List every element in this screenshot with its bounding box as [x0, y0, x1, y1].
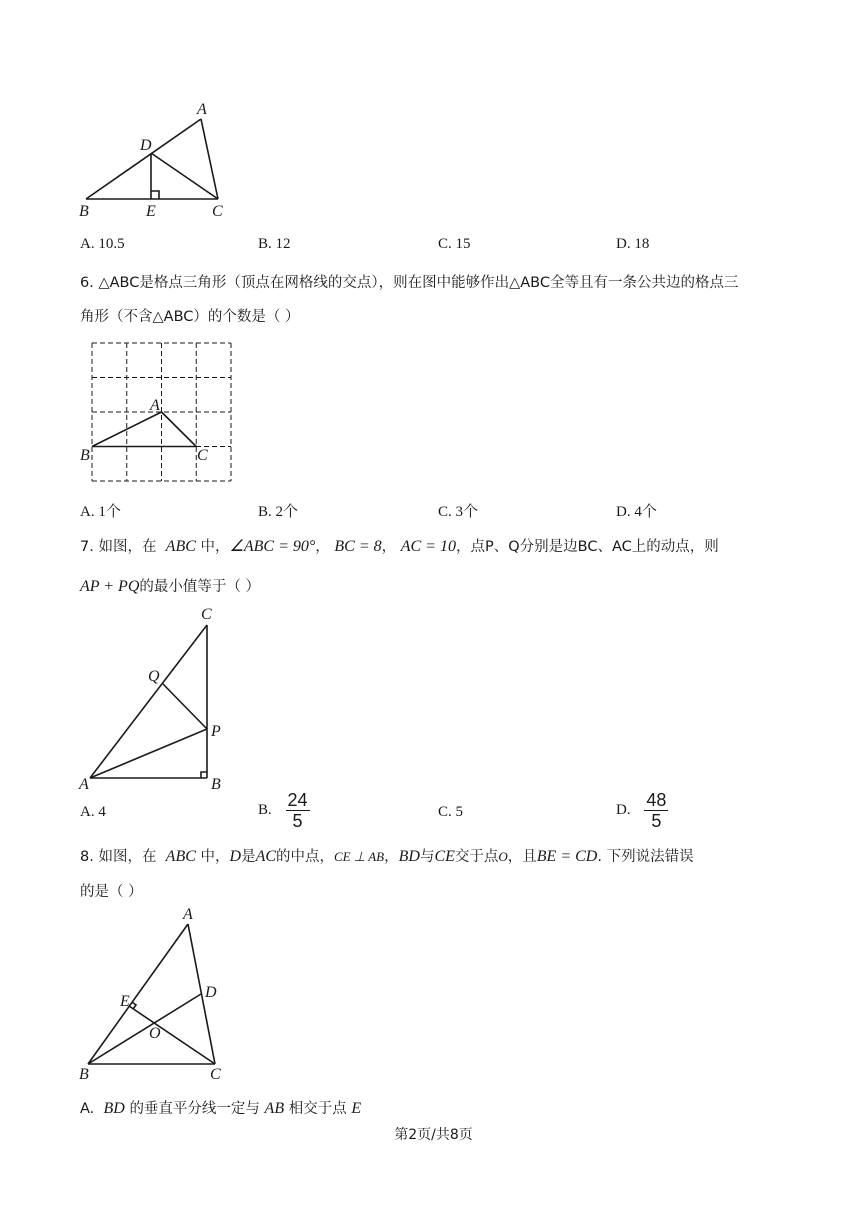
page-footer: 第2页/共8页 [394, 1127, 473, 1143]
q8-segment-ac: AC [255, 848, 277, 865]
q7-angle-abc: ∠ABC = 90° [229, 538, 316, 555]
q7-option-d[interactable] [616, 790, 668, 831]
q7-zhong: 中， [200, 539, 230, 555]
q5-option-c[interactable]: C. 15 [438, 236, 471, 252]
q8-point-o: O [498, 849, 508, 864]
q7-expression: AP + PQ [80, 578, 140, 595]
q7-option-b-denominator: 5 [292, 811, 303, 831]
q8-text-yu: 与 [419, 849, 435, 865]
q7-option-b-prefix: B. [258, 802, 272, 818]
q5-option-a[interactable]: A. 10.5 [80, 236, 125, 252]
q8-option-a-text: 的垂直平分线一定与 [129, 1101, 260, 1117]
q5-label-d: D [140, 137, 152, 154]
q7-option-d-prefix: D. [616, 802, 631, 818]
q8-segment-ce [129, 1006, 215, 1064]
q8-option-a-prefix: A. [80, 1101, 95, 1117]
q8-text-statement: . 下列说法错误 [597, 849, 694, 865]
q6-label-a: A [150, 397, 160, 414]
q8-label-o: O [149, 1025, 161, 1042]
q8-text-comma: ， [384, 849, 399, 865]
q8-segment-bd [88, 994, 201, 1064]
q8-segment-ce: CE [434, 848, 455, 865]
q7-option-a[interactable]: A. 4 [80, 804, 106, 820]
q5-figure [70, 98, 250, 223]
q8-option-a-text2: 相交于点 [288, 1101, 347, 1117]
q7-side-ac [90, 625, 207, 778]
q5-label-c: C [212, 203, 223, 220]
q7-option-d-numerator: 48 [646, 790, 667, 810]
q8-perpendicular: CE ⊥ AB [334, 849, 385, 864]
q8-equation: BE = CD [536, 848, 598, 865]
q7-text-line2 [80, 575, 260, 596]
q5-side-ac [201, 119, 218, 199]
q7-segment-ap [90, 729, 207, 778]
q6-label-c: C [197, 447, 208, 464]
q5-side-ba [86, 119, 201, 199]
q7-rest: ，点P、Q分别是边BC、AC上的动点，则 [455, 539, 719, 555]
q8-number: 8. 如图，在 [80, 849, 157, 865]
q5-right-angle-mark [151, 191, 159, 199]
q7-option-b[interactable] [258, 790, 310, 831]
q8-option-a-bd: BD [103, 1100, 125, 1117]
q7-text-line1: 7. 如图，在 ABC 中，∠ABC = 90°， BC = 8， AC = 10，点P、Q分别是边BC、AC上的动点，则 [80, 538, 719, 555]
q7-option-d-fraction [644, 790, 668, 831]
q8-label-a: A [183, 906, 193, 923]
q6-text-line2: 角形（不含△ABC）的个数是（ ） [80, 309, 300, 325]
q6-option-b[interactable]: B. 2个 [258, 504, 299, 520]
q5-label-a: A [197, 101, 207, 118]
q7-number: 7. 如图，在 [80, 539, 157, 555]
q7-label-c: C [201, 606, 212, 623]
q8-label-b: B [79, 1066, 89, 1083]
q8-text-shi: 是 [241, 849, 256, 865]
q7-label-b: B [211, 776, 221, 793]
q7-segment-pq [163, 684, 207, 729]
q7-bc-length: BC = 8 [334, 538, 382, 555]
q8-figure [70, 902, 240, 1090]
q8-option-a-ab: AB [264, 1100, 285, 1117]
q6-label-b: B [80, 447, 90, 464]
q8-text-intersect: 交于点 [454, 849, 499, 865]
q7-right-angle-mark [201, 772, 207, 778]
q8-text-line1 [80, 845, 694, 866]
q6-triangle-abc [92, 412, 196, 447]
q7-label-q: Q [148, 668, 160, 685]
q8-option-a[interactable] [80, 1097, 361, 1118]
q5-label-b: B [79, 203, 89, 220]
q8-label-e: E [120, 993, 130, 1010]
q7-figure [70, 600, 240, 800]
q6-option-c[interactable]: C. 3个 [438, 504, 479, 520]
q8-text-and: ，且 [507, 849, 537, 865]
q7-ac-length: AC = 10 [400, 538, 456, 555]
q8-text-midpoint: 的中点， [276, 849, 335, 865]
q8-text-line2: 的是（ ） [80, 884, 143, 900]
q5-option-d[interactable]: D. 18 [616, 236, 650, 252]
q8-text-zhong: 中， [200, 849, 230, 865]
q7-triangle-abc: ABC [165, 538, 196, 555]
q8-option-a-e: E [351, 1100, 362, 1117]
q5-option-b[interactable]: B. 12 [258, 236, 291, 252]
q8-label-d: D [205, 984, 217, 1001]
q7-option-b-fraction [286, 790, 310, 831]
q7-option-b-numerator: 24 [287, 790, 308, 810]
q7-rest2: 的最小值等于（ ） [139, 579, 260, 595]
q5-segment-dc [151, 153, 218, 199]
q7-option-c[interactable]: C. 5 [438, 804, 464, 820]
q8-label-c: C [210, 1066, 221, 1083]
q7-label-a: A [79, 776, 89, 793]
q6-text-line1: 6. △ABC是格点三角形（顶点在网格线的交点），则在图中能够作出△ABC全等且有一条公共边的格点三 [80, 275, 739, 291]
q8-triangle-abc: ABC [165, 848, 196, 865]
q8-side-ab [88, 924, 188, 1064]
q7-option-d-denominator: 5 [651, 811, 662, 831]
q6-option-d[interactable]: D. 4个 [616, 504, 657, 520]
q8-point-d: D [229, 848, 242, 865]
q6-option-a[interactable]: A. 1个 [80, 504, 121, 520]
q8-segment-bd: BD [398, 848, 420, 865]
q6-grid-figure [78, 336, 238, 486]
q7-label-p: P [211, 723, 221, 740]
q5-label-e: E [146, 203, 156, 220]
